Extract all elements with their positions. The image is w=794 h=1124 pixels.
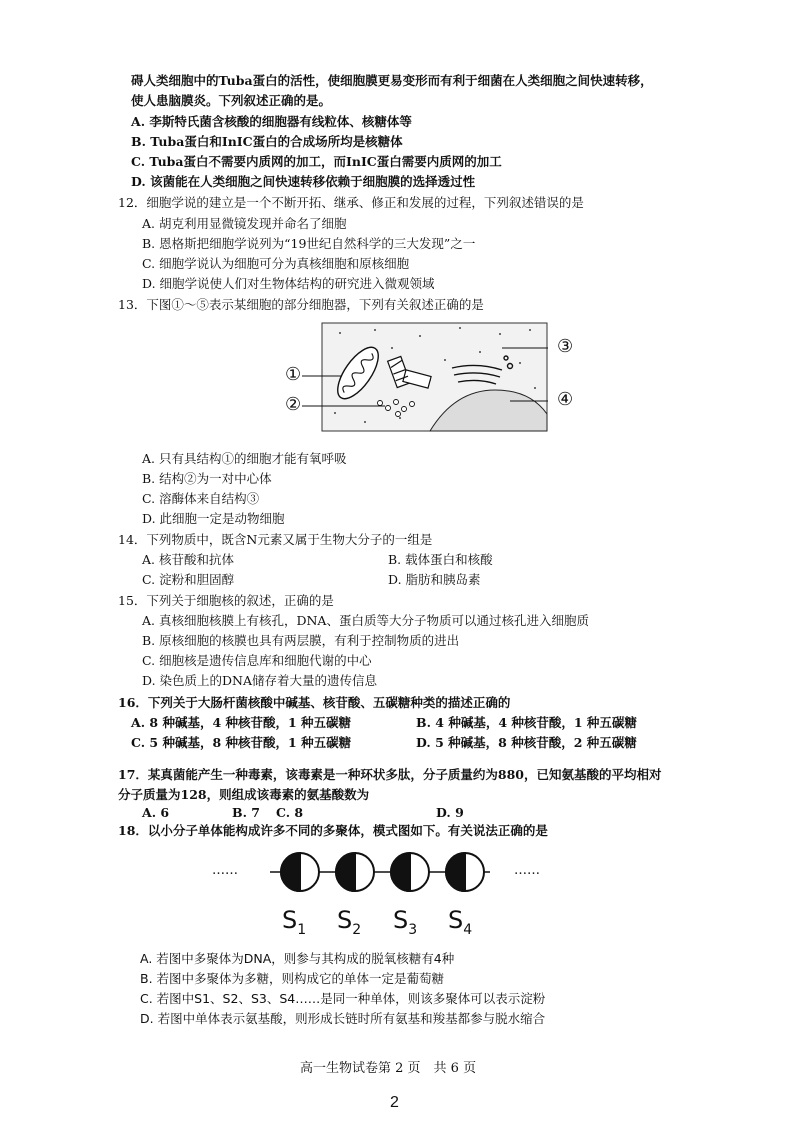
- q12-option-b: B. 恩格斯把细胞学说列为“19世纪自然科学的三大发现”之一: [142, 236, 476, 251]
- q12-option-c: C. 细胞学说认为细胞可分为真核细胞和原核细胞: [142, 256, 410, 271]
- q11-option-c: C. Tuba蛋白不需要内质网的加工，而InIC蛋白需要内质网的加工: [131, 154, 502, 169]
- page-number: 2: [390, 1094, 399, 1111]
- q18-option-b: B. 若图中多聚体为多糖，则构成它的单体一定是葡萄糖: [140, 971, 445, 986]
- q14-stem: 14．下列物质中，既含N元素又属于生物大分子的一组是: [118, 532, 433, 547]
- figure-label-4: ④: [557, 389, 574, 410]
- page-footer: 高一生物试卷第 2 页 共 6 页: [300, 1061, 477, 1076]
- q14-option-a: A. 核苷酸和抗体: [142, 552, 234, 567]
- polymer-figure: [200, 842, 560, 942]
- q18-option-c: C. 若图中S1、S2、S3、S4……是同一种单体，则该多聚体可以表示淀粉: [140, 991, 546, 1006]
- q17-stem-line2: 分子质量为128，则组成该毒素的氨基酸数为: [118, 787, 370, 802]
- q17-option-d: D. 9: [436, 805, 464, 820]
- monomer-label-s3: $S_3$: [393, 906, 418, 938]
- q13-option-d: D. 此细胞一定是动物细胞: [142, 511, 285, 526]
- monomer-label-s2: $S_2$: [337, 906, 362, 938]
- q12-option-d: D. 细胞学说使人们对生物体结构的研究进入微观领域: [142, 276, 435, 291]
- q18-stem: 18．以小分子单体能构成许多不同的多聚体，模式图如下。有关说法正确的是: [118, 823, 548, 838]
- q17-option-c: C. 8: [276, 805, 304, 820]
- q18-option-a: A. 若图中多聚体为DNA，则参与其构成的脱氧核糖有4种: [140, 951, 455, 966]
- q17-option-b: B. 7: [232, 805, 260, 820]
- figure-label-3: ③: [557, 336, 574, 357]
- q12-stem: 12．细胞学说的建立是一个不断开拓、继承、修正和发展的过程，下列叙述错误的是: [118, 195, 584, 210]
- polymer-chain-drawing: [200, 842, 560, 912]
- monomer-label-s1: $S_1$: [282, 906, 307, 938]
- q11-option-b: B. Tuba蛋白和InIC蛋白的合成场所均是核糖体: [131, 134, 403, 149]
- q15-option-c: C. 细胞核是遗传信息库和细胞代谢的中心: [142, 653, 372, 668]
- q18-option-d: D. 若图中单体表示氨基酸，则形成长链时所有氨基和羧基都参与脱水缩合: [140, 1011, 546, 1026]
- q13-option-b: B. 结构②为一对中心体: [142, 471, 272, 486]
- q13-option-c: C. 溶酶体来自结构③: [142, 491, 260, 506]
- q16-option-d: D. 5 种碱基，8 种核苷酸，2 种五碳糖: [416, 735, 637, 750]
- q11-option-d: D. 该菌能在人类细胞之间快速转移依赖于细胞膜的选择透过性: [131, 174, 476, 189]
- q11-option-a: A. 李斯特氏菌含核酸的细胞器有线粒体、核糖体等: [131, 114, 412, 129]
- q13-stem: 13．下图①～⑤表示某细胞的部分细胞器，下列有关叙述正确的是: [118, 297, 484, 312]
- q17-option-a: A. 6: [142, 805, 170, 820]
- q15-stem: 15．下列关于细胞核的叙述，正确的是: [118, 593, 334, 608]
- q17-stem-line1: 17．某真菌能产生一种毒素，该毒素是一种环状多肽，分子质量约为880，已知氨基酸的平均相对: [118, 767, 662, 782]
- figure-label-2: ②: [285, 394, 302, 415]
- polymer-dots-left: ……: [212, 863, 238, 878]
- q14-option-d: D. 脂肪和胰岛素: [388, 572, 481, 587]
- q15-option-a: A. 真核细胞核膜上有核孔，DNA、蛋白质等大分子物质可以通过核孔进入细胞质: [142, 613, 589, 628]
- q14-option-b: B. 载体蛋白和核酸: [388, 552, 493, 567]
- q16-stem: 16．下列关于大肠杆菌核酸中碱基、核苷酸、五碳糖种类的描述正确的: [118, 695, 511, 710]
- cell-organelle-drawing: [280, 318, 600, 438]
- monomer-label-s4: $S_4$: [448, 906, 473, 938]
- q14-option-c: C. 淀粉和胆固醇: [142, 572, 235, 587]
- q13-option-a: A. 只有具结构①的细胞才能有氧呼吸: [142, 451, 347, 466]
- q11-stem-line1: 碍人类细胞中的Tuba蛋白的活性，使细胞膜更易变形而有利于细菌在人类细胞之间快速转移，: [131, 73, 653, 88]
- cell-organelle-figure: [280, 318, 600, 438]
- q16-option-b: B. 4 种碱基，4 种核苷酸，1 种五碳糖: [416, 715, 637, 730]
- figure-label-1: ①: [285, 364, 302, 385]
- q11-stem-line2: 使人患脑膜炎。下列叙述正确的是。: [131, 93, 332, 108]
- q12-option-a: A. 胡克利用显微镜发现并命名了细胞: [142, 216, 347, 231]
- q16-option-a: A. 8 种碱基，4 种核苷酸，1 种五碳糖: [131, 715, 352, 730]
- q15-option-d: D. 染色质上的DNA储存着大量的遗传信息: [142, 673, 378, 688]
- polymer-dots-right: ……: [514, 863, 540, 878]
- q16-option-c: C. 5 种碱基，8 种核苷酸，1 种五碳糖: [131, 735, 352, 750]
- q15-option-b: B. 原核细胞的核膜也具有两层膜，有利于控制物质的进出: [142, 633, 460, 648]
